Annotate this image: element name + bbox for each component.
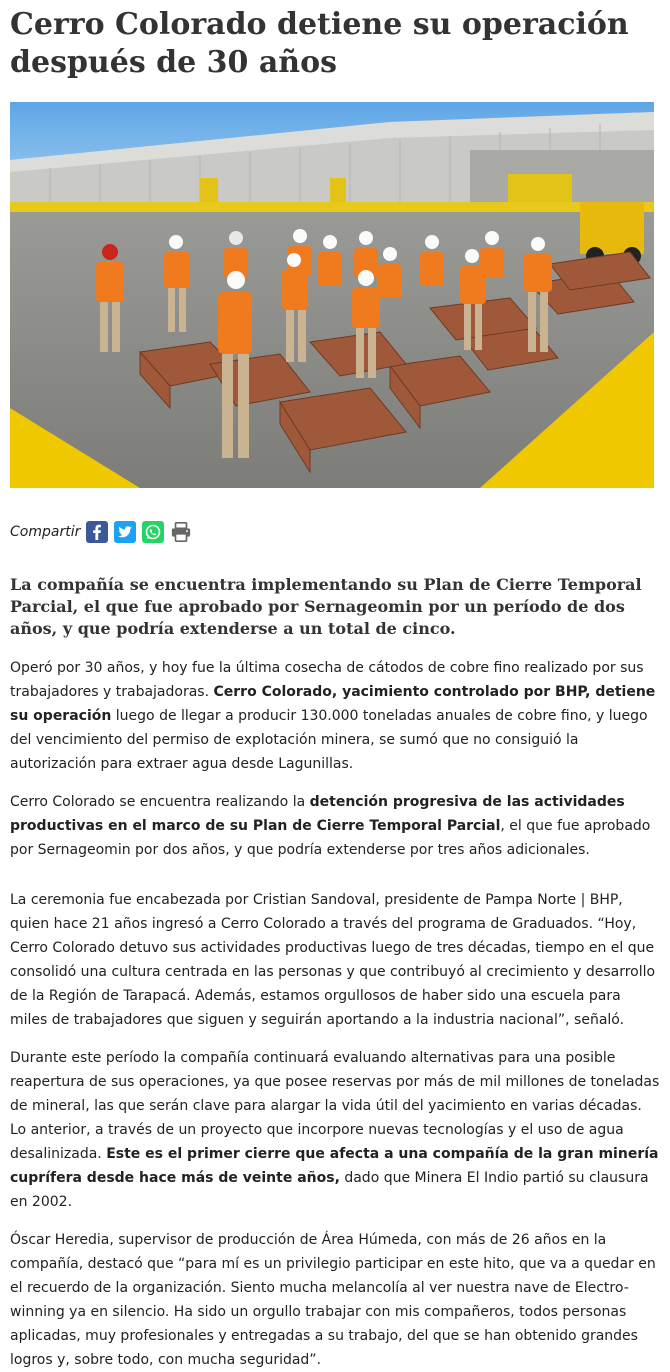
paragraph-4 <box>10 1046 660 1214</box>
paragraph-1-bold: Cerro Colorado, yacimiento controlado por BHP, detiene su operación <box>10 684 656 724</box>
paragraph-2-text-c: , el que fue aprobado por Sernageomin por dos años, y que podría extenderse por tres años adicionales. <box>10 818 651 858</box>
paragraph-2-bold: detención progresiva de las actividades productivas en el marco de su Plan de Cierre Temporal Parcial <box>10 794 625 834</box>
paragraph-1-text-c: luego de llegar a producir 130.000 toneladas anuales de cobre fino, y luego del vencimiento del permiso de explotación minera, se sumó que no consiguió la autorización para extraer agua desde Lagunillas. <box>10 708 648 772</box>
whatsapp-icon[interactable] <box>142 521 164 543</box>
paragraph-1-text-a: Operó por 30 años, y hoy fue la última cosecha de cátodos de cobre fino realizado por sus trabajadores y trabajadoras. <box>10 660 644 700</box>
paragraph-1 <box>10 656 660 776</box>
paragraph-4-text-c: dado que Minera El Indio partió su clausura en 2002. <box>10 1170 649 1210</box>
share-label: Compartir <box>10 524 81 540</box>
article-title: Cerro Colorado detiene su operación después de 30 años <box>10 7 629 80</box>
paragraph-4-bold: Este es el primer cierre que afecta a una compañía de la gran minería cuprífera desde hace más de veinte años, <box>10 1146 659 1186</box>
print-icon[interactable] <box>170 521 192 543</box>
paragraph-5: Óscar Heredia, supervisor de producción de Área Húmeda, con más de 26 años en la compañía, destacó que “para mí es un privilegio participar en este hito, que va a quedar en el recuerdo de la organización. Siento mucha melancolía al ver nuestra nave de Electro-winning ya en silencio. Ha sido un orgullo trabajar con mis compañeros, todos personas aplicadas, muy profesionales y entregadas a su trabajo, del que se han obtenido grandes logros y, sobre todo, con mucha seguridad”. <box>10 1232 656 1368</box>
paragraph-4-text-a: Durante este período la compañía continuará evaluando alternativas para una posible reapertura de sus operaciones, ya que posee reservas por más de mil millones de toneladas de mineral, las que serán clave para alargar la vida útil del yacimiento en varias décadas. Lo anterior, a través de un proyecto que incorpore nuevas tecnologías y el uso de agua desalinizada. <box>10 1050 660 1162</box>
article-lead: La compañía se encuentra implementando su Plan de Cierre Temporal Parcial, el que fue aprobado por Sernageomin por un período de dos años, y que podría extenderse a un total de cinco. <box>10 575 642 638</box>
twitter-icon[interactable] <box>114 521 136 543</box>
paragraph-3: La ceremonia fue encabezada por Cristian Sandoval, presidente de Pampa Norte | BHP, quien hace 21 años ingresó a Cerro Colorado a través del programa de Graduados. “Hoy, Cerro Colorado detuvo sus actividades productivas luego de tres décadas, tiempo en el que consolidó una cultura centrada en las personas y que contribuyó al crecimiento y desarrollo de la Región de Tarapacá. Además, estamos orgullosos de haber sido una escuela para miles de trabajadores que siguen y seguirán aportando a la industria nacional”, señaló. <box>10 892 656 1028</box>
article <box>0 6 670 1372</box>
hero-photo <box>10 102 654 488</box>
paragraph-2-text-a: Cerro Colorado se encuentra realizando la <box>10 794 310 810</box>
paragraph-2 <box>10 790 660 862</box>
facebook-icon[interactable] <box>86 521 108 543</box>
share-bar <box>10 518 660 546</box>
